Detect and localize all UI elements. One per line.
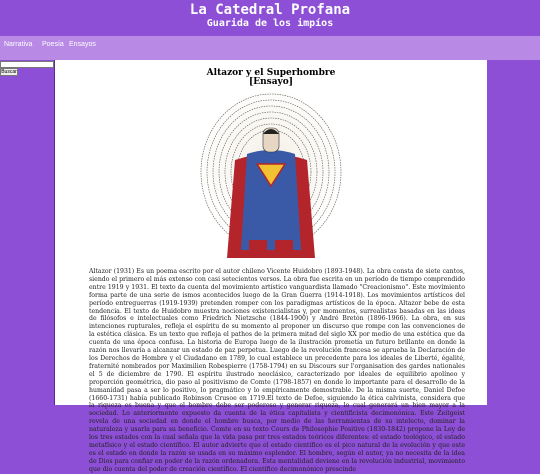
site-subtitle: Guarida de los impíos [206, 18, 334, 29]
nav-item-poesia[interactable]: Poesía [42, 41, 64, 48]
nav-item-ensayos[interactable]: Ensayos [69, 41, 96, 48]
article-type: [Ensayo] [248, 77, 294, 87]
search-button[interactable]: Buscar [1, 69, 17, 75]
article-body: Altazor (1931) Es un poema escrito por el autor chileno Vicente Huidobro (1893-1948). La obra consta de siete cantos, siendo el primero el más extenso con casi setecientos versos. La obra fue escrita en un período de tiempo comprendido entre 1919 y 1931. El texto da cuenta del movimiento artístico vanguardista llamado "Creacionismo". Este movimiento forma parte de una serie de ismos acontecidos luego de la Gran Guerra (1914-1918). Los movimientos artísticos del período entreguerras (1919-1939) pretenden romper con los paradigmas artísticos de la época. Altazor bebe de esta tendencia. El texto de Huidobro muestra nociones existencialistas y, por momentos, surrealistas basadas en las ideas de filósofos e intelectuales como Friedrich Nietzsche (1844-1900) y André Bretón (1896-1966). La obra, en sus intenciones rupturales, refleja el espíritu de su momento al proponer un discurso que rompe con las convenciones de la estética clásica. Es un texto que refleja el pathos de la primera mitad del siglo XX por medio de una estética que da cuenta de una época confusa. La historia de Europa luego de la ilustración prometía un futuro brillante en donde la razón nos llevaría a alcanzar un estado de paz perpetua. Luego de la revolución francesa se aprueba la Declaración de los Derechos de Hombre y el Ciudadano en 1789, lo cual establece un precedente para los ideales de Liberté, égalité, fraternité nombrados por Maximilien Robespierre (1758-1794) en su Discours sur l'organisation des gardes nationales el 5 de diciembre de 1790. El espíritu ilustrado neoclásico, caracterizado por ideales de equilibrio apolíneo y proporción geométrica, dio paso al positivismo de Comte (1798-1857) en donde lo importante para el desarrollo de la humanidad pasa a ser lo positivo, lo pragmático y lo empíricamente demostrable. De la misma suerte, Daniel Defoe (1660-1731) había publicado Robinson Crusoe en 1719.El texto de Defoe, siguiendo la ética calvinista, considera que la riqueza es buena y que el hombre debe ser poderoso y generar riqueza, lo cual generará un bien mayor a la sociedad. Lo anteriormente expuesto da cuenta de la ética capitalista y cientificista decimonónica. Este Zeitgeist revela de una sociedad en donde el hombre busca, por medio de las herramientas de su intelecto, dominar la naturaleza y usarla para su beneficio. Comte en su texto Cours de Philosophie Positive (1830-1842) propone la Ley de los tres estados con la cual señala que la vida pasa por tres estados teóricos diferentes: el estado teológico, el estado metafísico y el estado científico. El autor advierte que el estado científico es el pico natural de la evolución y que este es el estado en donde la razón se usada en su máximo esplendor. El hombre, según el autor, ya no necesita de la idea de Dios para confiar en poder de la razón ordenadora. Esta mentalidad deviene en la revolución industrial, movimiento que dio cuenta del poder de creación científico. El científico decimonónico prescinde [89, 268, 465, 473]
site-title[interactable]: La Catedral Profana [189, 2, 351, 18]
left-sidebar [0, 60, 54, 405]
main-content [54, 60, 488, 473]
article-illustration [191, 90, 351, 260]
article-title: Altazor y el Superhombre [206, 68, 336, 78]
right-column [487, 60, 540, 405]
search-input[interactable] [0, 61, 54, 68]
nav-bar [0, 36, 540, 60]
site-header [0, 0, 540, 36]
nav-item-narrativa[interactable]: Narrativa [4, 41, 33, 48]
